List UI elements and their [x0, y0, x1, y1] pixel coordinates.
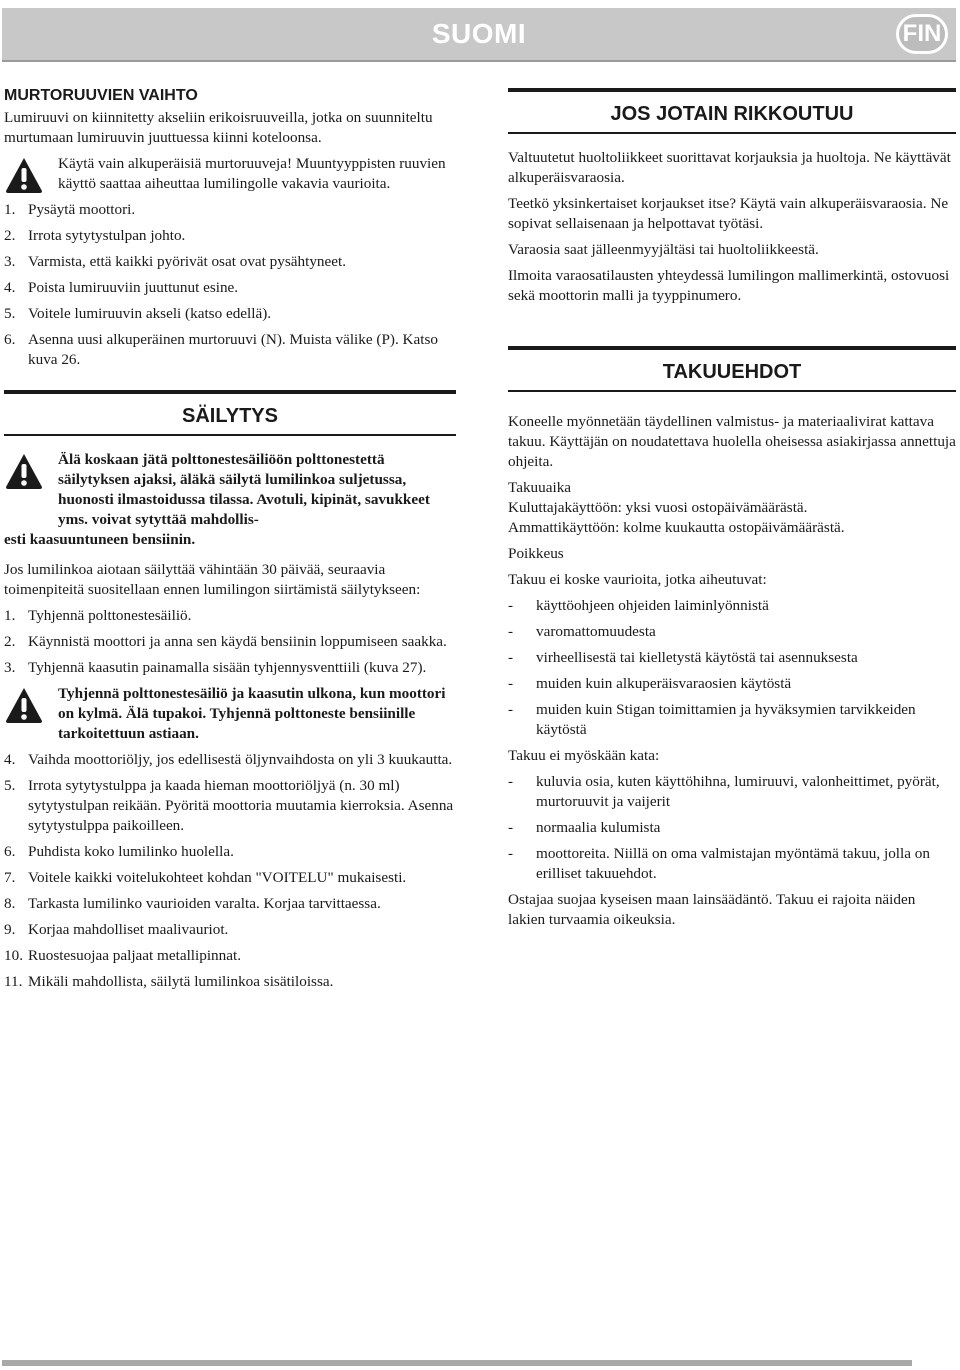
language-badge: FIN — [896, 14, 948, 54]
not-covered-intro: Takuu ei myöskään kata: — [508, 747, 660, 764]
list-item: 10. Ruostesuojaa paljaat metallipinnat. — [4, 947, 241, 964]
warning-triangle-icon — [4, 156, 44, 194]
shear-bolt-warning-text: Käytä vain alkuperäisiä murtoruuveja! Muuntyyppisten ruuvien käyttö saattaa aiheuttaa lumilingolle vakavia vaurioita. — [58, 155, 446, 192]
storage-warning — [4, 450, 456, 530]
storage-intro: Jos lumilinkoa aiotaan säilyttää vähintään 30 päivää, seuraavia toimenpiteitä suositellaan ennen lumilingon siirtämistä säilytykseen: — [4, 561, 421, 598]
exceptions-intro: Takuu ei koske vaurioita, jotka aiheutuvat: — [508, 571, 767, 588]
closing-paragraph: Ostajaa suojaa kyseisen maan lainsäädäntö. Takuu ei rajoita näiden lakien turvaamia oikeuksia. — [508, 891, 916, 928]
list-item: 3. Tyhjennä kaasutin painamalla sisään tyhjennysventtiili (kuva 27). — [4, 659, 427, 676]
storage-steps-second — [4, 750, 456, 992]
list-item: 9. Korjaa mahdolliset maalivauriot. — [4, 921, 229, 938]
list-item: - varomattomuudesta — [508, 623, 656, 640]
list-item: 3. Varmista, että kaikki pyörivät osat ovat pysähtyneet. — [4, 253, 347, 270]
repair-paragraph: Teetkö yksinkertaiset korjaukset itse? Käytä vain alkuperäisvaraosia. Ne sopivat sellaisenaan ja helpottavat työtäsi. — [508, 195, 949, 232]
shear-bolt-heading: MURTORUUVIEN VAIHTO — [4, 87, 198, 104]
list-item: 2. Käynnistä moottori ja anna sen käydä bensiinin loppumiseen saakka. — [4, 633, 447, 650]
list-item: 1. Tyhjennä polttonestesäiliö. — [4, 607, 192, 624]
storage-steps-first — [4, 606, 456, 678]
list-item: - kuluvia osia, kuten käyttöhihna, lumiruuvi, valonheittimet, pyörät, murtoruuvit ja vaijerit — [508, 773, 940, 810]
shear-bolt-warning — [4, 154, 456, 194]
fuel-drain-warning — [4, 684, 456, 744]
page-header — [2, 8, 956, 62]
shear-bolt-steps — [4, 200, 456, 370]
warranty-professional: Ammattikäyttöön: kolme kuukautta ostopäivämäärästä. — [508, 519, 845, 536]
list-item: 8. Tarkasta lumilinko vaurioiden varalta. Korjaa tarvittaessa. — [4, 895, 381, 912]
list-item: 7. Voitele kaikki voitelukohteet kohdan "VOITELU" mukaisesti. — [4, 869, 407, 886]
left-column — [4, 86, 456, 998]
list-item: 4. Poista lumiruuviin juuttunut esine. — [4, 279, 239, 296]
storage-warning-tail: esti kaasuuntuneen bensiinin. — [4, 531, 196, 548]
list-item: 5. Voitele lumiruuvin akseli (katso edellä). — [4, 305, 272, 322]
fuel-drain-warning-text: Tyhjennä polttonestesäiliö ja kaasutin ulkona, kun moottori on kylmä. Älä tupakoi. Tyhjennä polttoneste bensiinille tarkoitettuun astiaan. — [58, 685, 446, 742]
repair-paragraph: Ilmoita varaosatilausten yhteydessä lumilingon mallimerkintä, ostovuosi sekä moottorin malli ja tyyppinumero. — [508, 267, 950, 304]
language-title: SUOMI — [431, 18, 527, 49]
list-item: - moottoreita. Niillä on oma valmistajan myöntämä takuu, jolla on erilliset takuuehdot. — [508, 845, 930, 882]
list-item: 11. Mikäli mahdollista, säilytä lumilinkoa sisätiloissa. — [4, 973, 334, 990]
warning-triangle-icon — [4, 686, 44, 724]
exceptions-label: Poikkeus — [508, 545, 564, 562]
list-item: 2. Irrota sytytystulpan johto. — [4, 227, 186, 244]
footer-divider — [2, 1360, 912, 1366]
list-item: 4. Vaihda moottoriöljy, jos edellisestä öljynvaihdosta on yli 3 kuukautta. — [4, 751, 453, 768]
list-item: 5. Irrota sytytystulppa ja kaada hieman moottoriöljyä (n. 30 ml) sytytystulpan reikään. Pyöritä moottoria muutamia kierroksia. Asenna sytytystulppa paikoilleen. — [4, 777, 454, 834]
storage-section-title: SÄILYTYS — [4, 390, 456, 436]
warning-triangle-icon — [4, 452, 44, 490]
right-column — [508, 88, 956, 936]
list-item: - muiden kuin alkuperäisvaraosien käytöstä — [508, 675, 792, 692]
shear-bolt-intro: Lumiruuvi on kiinnitetty akseliin erikoisruuveilla, jotka on suunniteltu murtumaan lumiruuvin juuttuessa kiinni koteloonsa. — [4, 109, 433, 146]
warranty-intro: Koneelle myönnetään täydellinen valmistus- ja materiaalivirat kattava takuu. Käyttäjän on noudatettava huolella oheisessa asiakirjassa annettuja ohjeita. — [508, 413, 956, 470]
storage-warning-text: Älä koskaan jätä polttonestesäiliöön polttonestettä säilytyksen ajaksi, äläkä säilytä lumilinkoa suljetussa, huonosti ilmastoidussa tilassa. Avotuli, kipinät, savukkeet yms. voivat sytyttää mahdollis- — [58, 451, 430, 528]
warranty-consumer: Kuluttajakäyttöön: yksi vuosi ostopäivämäärästä. — [508, 499, 808, 516]
list-item: - virheellisestä tai kielletystä käytöstä tai asennuksesta — [508, 649, 858, 666]
exceptions-list — [508, 596, 956, 740]
repair-section-title: JOS JOTAIN RIKKOUTUU — [508, 88, 956, 134]
list-item: - muiden kuin Stigan toimittamien ja hyväksymien tarvikkeiden käytöstä — [508, 701, 916, 738]
repair-paragraph: Varaosia saat jälleenmyyjältäsi tai huoltoliikkeestä. — [508, 241, 819, 258]
list-item: - käyttöohjeen ohjeiden laiminlyönnistä — [508, 597, 769, 614]
repair-paragraph: Valtuutetut huoltoliikkeet suorittavat korjauksia ja huoltoja. Ne käyttävät alkuperäisvaraosia. — [508, 149, 951, 186]
list-item: 1. Pysäytä moottori. — [4, 201, 136, 218]
not-covered-list — [508, 772, 956, 884]
list-item: 6. Puhdista koko lumilinko huolella. — [4, 843, 234, 860]
list-item: 6. Asenna uusi alkuperäinen murtoruuvi (N). Muista välike (P). Katso kuva 26. — [4, 331, 438, 368]
warranty-period-label: Takuuaika — [508, 479, 572, 496]
list-item: - normaalia kulumista — [508, 819, 661, 836]
warranty-section-title: TAKUUEHDOT — [508, 346, 956, 392]
